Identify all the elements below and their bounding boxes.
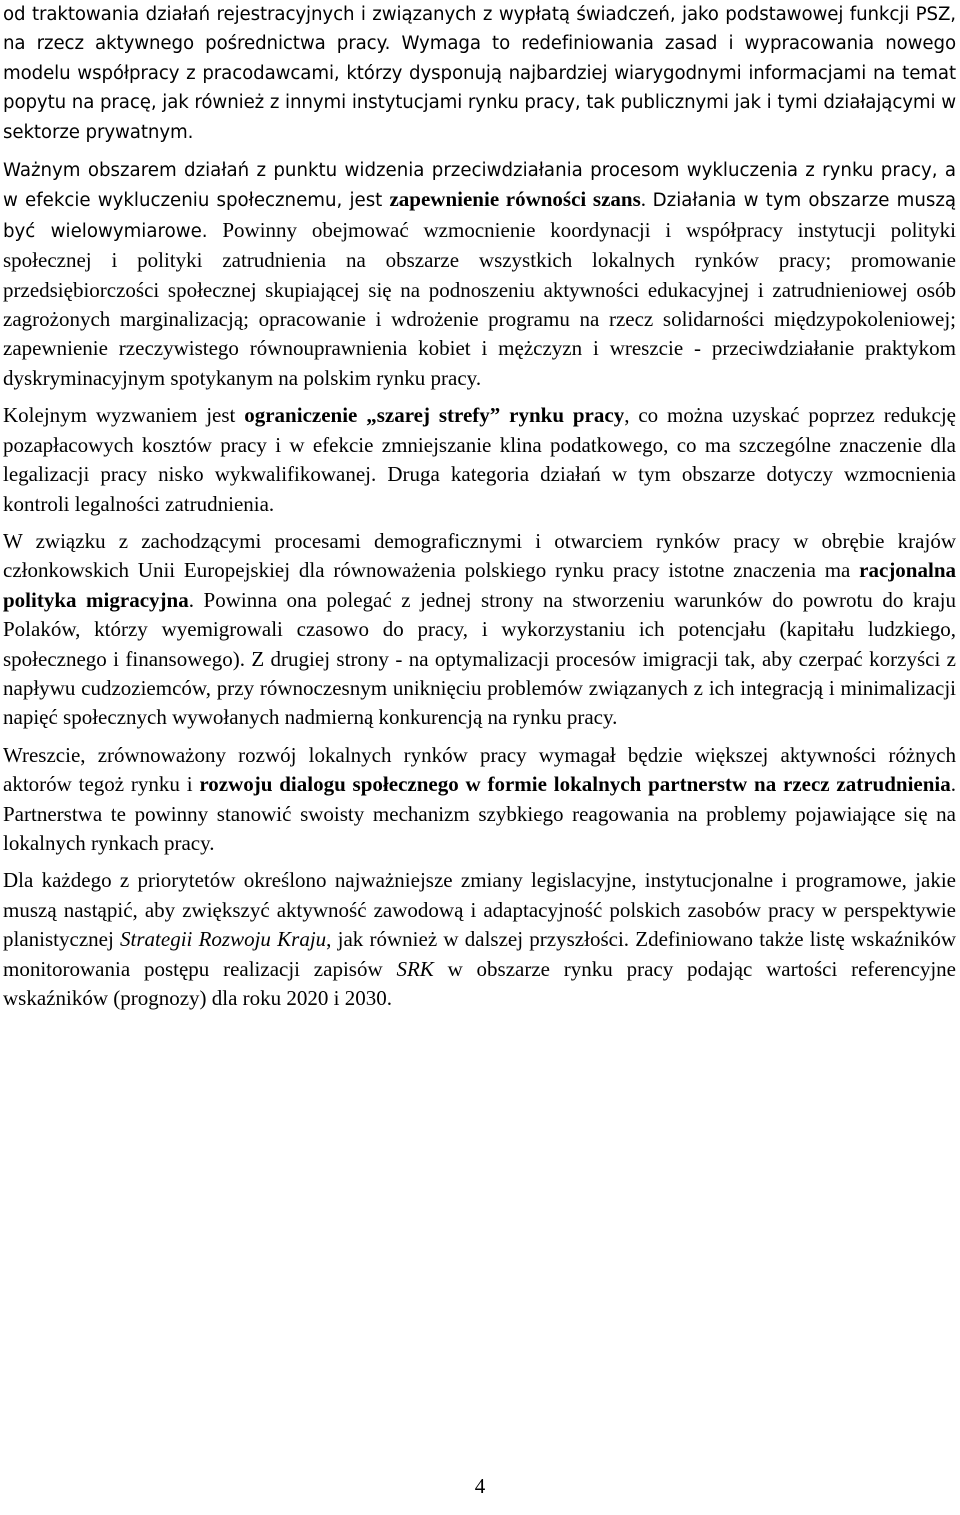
paragraph-text: od traktowania działań rejestracyjnych i związanych z wypłatą świadczeń, jako podstawowej funkcji PSZ, na rzecz aktywnego pośrednictwa pracy. Wymaga to redefiniowania zasad i wypracowania nowego modelu współpracy z pracodawcami, którzy dysponują najbardziej wiarygodnymi informacjami na temat popytu na pracę, jak również z innymi instytucjami rynku pracy, tak publicznymi jak i tymi działającymi w sektorze prywatnym. [3, 4, 956, 143]
paragraph-grey-economy [3, 401, 956, 519]
paragraph-text: . Powinna ona polegać z jednej strony na stworzeniu warunków do powrotu do kraju Polaków, którzy wyemigrowali czasowo do pracy, i wykorzystaniu ich potencjału (kapitału ludzkiego, społecznego i finansowego). Z drugiej strony - na optymalizacji procesów imigracji tak, aby czerpać korzyści z napływu cudzoziemców, przy równoczesnym uniknięciu problemów związanych z ich integracją i minimalizacji napięć społecznych wywołanych nadmierną konkurencją na rynku pracy. [3, 587, 957, 730]
paragraph-text: Powinny obejmować wzmocnienie koordynacji i współpracy instytucji polityki społecznej i polityki zatrudnienia na obszarze wszystkich lokalnych rynków pracy; promowanie przedsiębiorczości społecznej skupiającej się na podnoszeniu aktywności edukacyjnej i zatrudnieniowej osób zagrożonych marginalizacją; opracowanie i wdrożenie programu na rzecz solidarności międzypokoleniowej; zapewnienie rzeczywistego równouprawnienia kobiet i mężczyzn i wreszcie - przeciwdziałanie praktykom dyskryminacyjnym spotykanym na polskim rynku pracy. [3, 217, 956, 390]
paragraph-local-partnerships [3, 741, 956, 859]
italic-phrase: SRK [396, 956, 434, 981]
paragraph-text: Działania w tym obszarze muszą być wielowymiarowe. [3, 190, 957, 242]
paragraph-priorities-summary [3, 866, 956, 1013]
paragraph-text: , co można uzyskać poprzez redukcję pozapłacowych kosztów pracy i w efekcie zmniejszanie klina podatkowego, co ma szczególne znaczenie dla legalizacji pracy nisko wykwalifikowanej. Druga kategoria działań w tym obszarze dotyczy wzmocnienia kontroli legalności zatrudnienia. [3, 403, 956, 516]
paragraph-text: , jak również w dalszej przyszłości. Zdefiniowano także listę wskaźników monitorowania postępu realizacji zapisów [3, 927, 956, 981]
paragraph-text: . [640, 187, 653, 212]
paragraph-text: Kolejnym wyzwaniem jest [3, 403, 245, 428]
bold-phrase: rozwoju dialogu społecznego w formie lokalnych partnerstw na rzecz zatrudnienia [199, 772, 951, 797]
bold-phrase: racjonalna polityka migracyjna [3, 558, 956, 612]
page-number: 4 [474, 1474, 486, 1498]
paragraph-text: W związku z zachodzącymi procesami demograficznymi i otwarciem rynków pracy w obrębie krajów członkowskich Unii Europejskiej dla równoważenia polskiego rynku pracy istotne znaczenia ma [3, 528, 956, 583]
italic-phrase: Strategii Rozwoju Kraju [120, 927, 327, 952]
paragraph-psz-intermediation [3, 0, 956, 147]
paragraph-text: Dla każdego z priorytetów określono najważniejsze zmiany legislacyjne, instytucjonalne i programowe, jakie muszą nastąpić, aby zwiększyć aktywność zawodową i adaptacyjność polskich zasobów pracy w perspektywie planistycznej [3, 868, 956, 952]
bold-phrase: ograniczenie „szarej strefy” rynku pracy [244, 403, 625, 428]
bold-phrase: zapewnienie równości szans [389, 187, 641, 212]
paragraph-migration-policy [3, 527, 956, 733]
paragraph-text: Wreszcie, zrównoważony rozwój lokalnych rynków pracy wymagał będzie większej aktywności różnych aktorów tegoż rynku i [3, 742, 956, 797]
document-page [3, 0, 956, 1013]
paragraph-text: . Partnerstwa te powinny stanowić swoisty mechanizm szybkiego reagowania na problemy pojawiające się na lokalnych rynkach pracy. [3, 772, 956, 855]
paragraph-equal-opportunities [3, 155, 956, 393]
paragraph-text: Ważnym obszarem działań z punktu widzenia przeciwdziałania procesom wykluczenia z rynku pracy, a w efekcie wykluczeniu społecznemu, jest [3, 160, 956, 212]
paragraph-text: w obszarze rynku pracy podając wartości referencyjne wskaźników (prognozy) dla roku 2020 i 2030. [3, 956, 956, 1010]
